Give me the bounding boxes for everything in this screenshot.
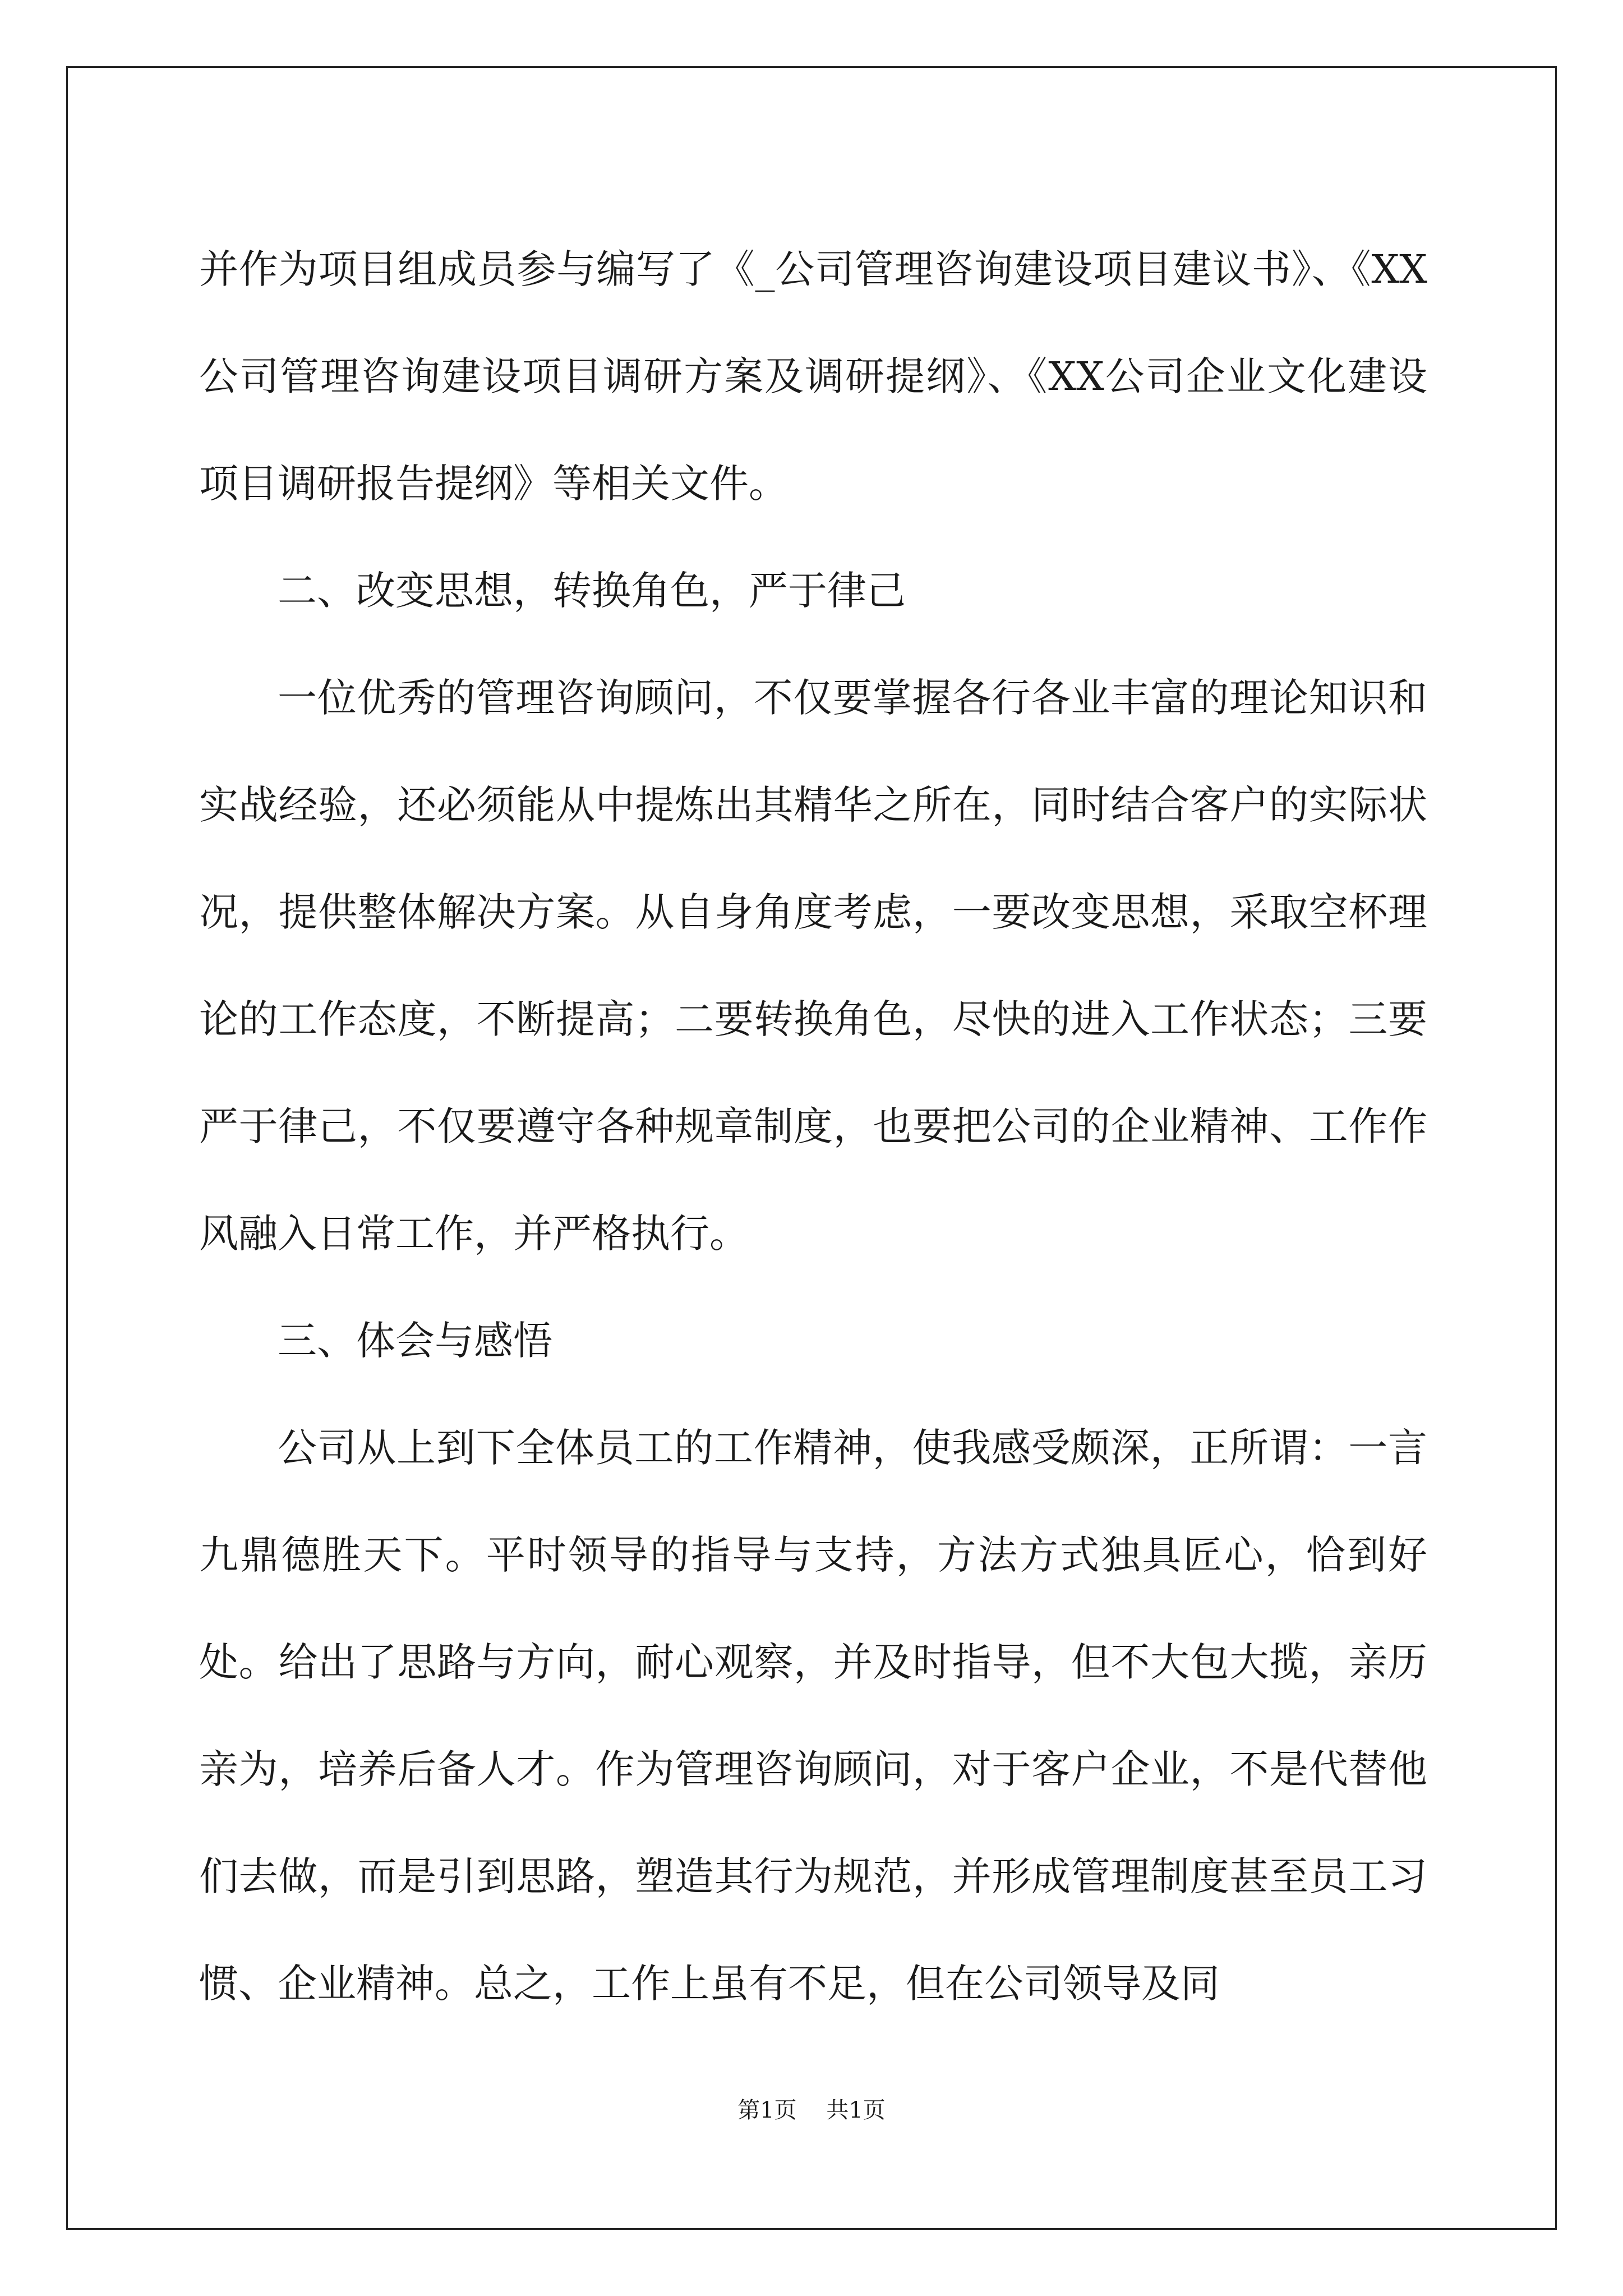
paragraph-reflections: 公司从上到下全体员工的工作精神，使我感受颇深，正所谓：一言九鼎德胜天下。平时领导的指导与支持，方法方式独具匠心，恰到好处。给出了思路与方向，耐心观察，并及时指导，但不大包大揽，亲历亲为，培养后备人才。作为管理咨询顾问，对于客户企业，不是代替他们去做，而是引到思路，塑造其行为规范，并形成管理制度甚至员工习惯、企业精神。总之，工作上虽有不足，但在公司领导及同 [199,1425,1427,2007]
paragraph-continuation: 并作为项目组成员参与编写了《_公司管理咨询建设项目建议书》、《XX公司管理咨询建设项目调研方案及调研提纲》、《XX公司企业文化建设项目调研报告提纲》等相关文件。 [199,246,1427,507]
document-body [199,216,1427,2037]
paragraph-consultant-qualities: 一位优秀的管理咨询顾问，不仅要掌握各行各业丰富的理论知识和实战经验，还必须能从中提炼出其精华之所在，同时结合客户的实际状况，提供整体解决方案。从自身角度考虑，一要改变思想，采取空杯理论的工作态度，不断提高；二要转换角色，尽快的进入工作状态；三要严于律己，不仅要遵守各种规章制度，也要把公司的企业精神、工作作风融入日常工作，并严格执行。 [199,675,1427,1257]
section-heading-3: 三、体会与感悟 [278,1318,552,1364]
section-heading-2: 二、改变思想，转换角色，严于律己 [278,568,906,614]
page-number-footer: 第1页 共1页 [737,2097,886,2123]
